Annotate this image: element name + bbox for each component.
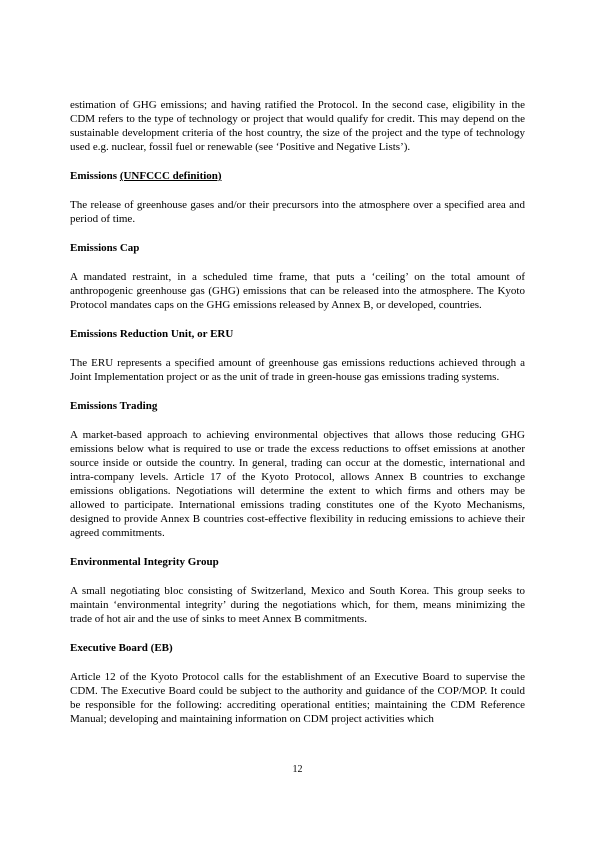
paragraph-emissions: The release of greenhouse gases and/or their precursors into the atmosphere over a specified area and period of time. bbox=[70, 199, 525, 225]
intro-paragraph: estimation of GHG emissions; and having ratified the Protocol. In the second case, eligibility in the CDM refers to the type of technology or project that would qualify for credit. This may depend on the sustainable development criteria of the host country, the size of the project and the type of technology used e.g. nuclear, fossil fuel or renewable (see ‘Positive and Negative Lists’). bbox=[70, 99, 525, 153]
heading-emissions-trading: Emissions Trading bbox=[70, 400, 158, 412]
paragraph-emissions-cap: A mandated restraint, in a scheduled time frame, that puts a ‘ceiling’ on the total amount of anthropogenic greenhouse gas (GHG) emissions that can be released into the atmosphere. The Kyoto Protocol mandates caps on the GHG emissions released by Annex B, or developed, countries. bbox=[70, 271, 525, 311]
heading-eru: Emissions Reduction Unit, or ERU bbox=[70, 328, 234, 340]
paragraph-executive-board: Article 12 of the Kyoto Protocol calls for the establishment of an Executive Board to supervise the CDM. The Executive Board could be subject to the authority and guidance of the COP/MOP. It could be responsible for the following: accrediting operational entities; maintaining the CDM Reference Manual; developing and maintaining information on CDM project activities which bbox=[70, 671, 525, 725]
heading-emissions-cap: Emissions Cap bbox=[70, 242, 140, 254]
paragraph-environmental-integrity-group: A small negotiating bloc consisting of Switzerland, Mexico and South Korea. This group seeks to maintain ‘environmental integrity’ during the negotiations which, for them, means minimizing the trade of hot air and the use of sinks to meet Annex B commitments. bbox=[70, 585, 525, 625]
paragraph-eru: The ERU represents a specified amount of greenhouse gas emissions reductions achieved through a Joint Implementation project or as the unit of trade in green-house gas emissions trading systems. bbox=[70, 357, 525, 383]
paragraph-emissions-trading: A market-based approach to achieving environmental objectives that allows those reducing GHG emissions below what is required to use or trade the excess reductions to offset emissions at another source inside or outside the country. In general, trading can occur at the domestic, international and intra-company levels. Article 17 of the Kyoto Protocol, allows Annex B countries to exchange emissions obligations. Negotiations will determine the extent to which firms and others may be allowed to participate. International emissions trading constitutes one of the Kyoto Mechanisms, designed to provide Annex B countries cost-effective flexibility in reducing emissions to achieve their agreed commitments. bbox=[70, 429, 525, 539]
heading-emissions bbox=[70, 169, 525, 183]
unfccc-definition-link[interactable]: (UNFCCC definition) bbox=[119, 170, 222, 182]
page-number: 12 bbox=[292, 764, 303, 775]
heading-environmental-integrity-group: Environmental Integrity Group bbox=[70, 556, 219, 568]
heading-executive-board: Executive Board (EB) bbox=[70, 642, 173, 654]
heading-text: Emissions bbox=[70, 170, 118, 182]
